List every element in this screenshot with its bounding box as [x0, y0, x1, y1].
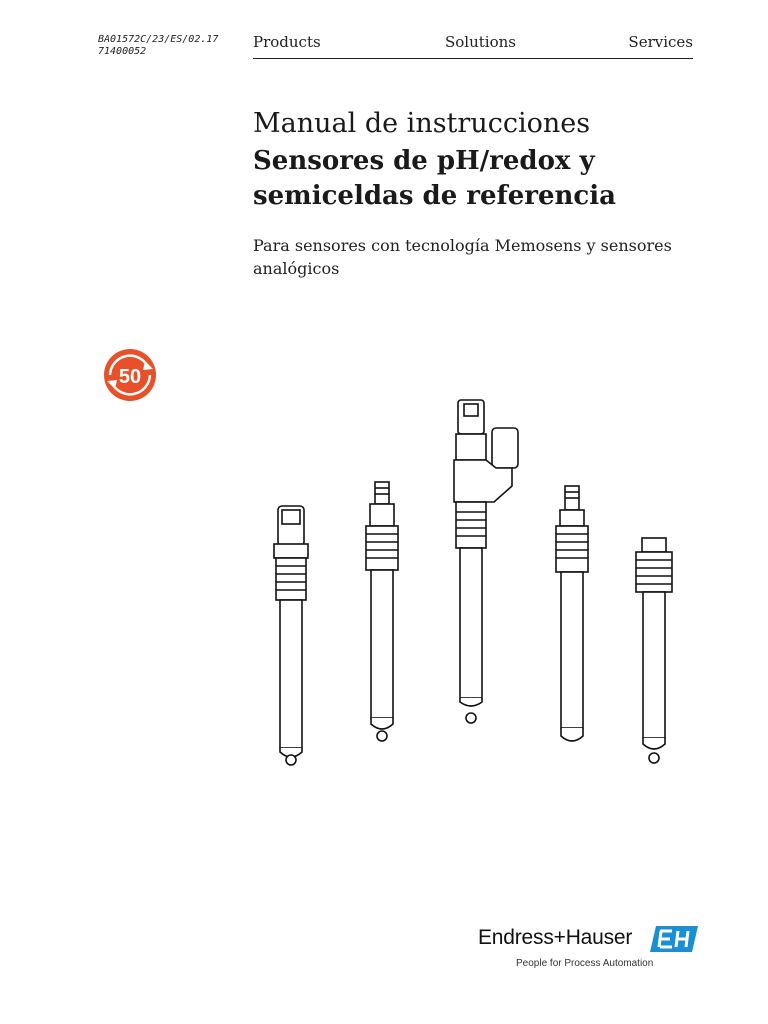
document-code-line2: 71400052 [98, 46, 147, 57]
endress-hauser-logo [478, 926, 703, 972]
manual-title: Manual de instrucciones [253, 108, 591, 139]
product-subtitle: Para sensores con tecnología Memosens y sensores analógicos [253, 236, 672, 278]
nav-services[interactable]: Services [628, 33, 693, 51]
nav-products[interactable]: Products [253, 33, 321, 51]
product-title: Sensores de pH/redox y semiceldas de referencia [253, 146, 616, 211]
badge-number: 50 [118, 366, 142, 388]
document-code [98, 34, 218, 58]
brand-tagline: People for Process Automation [516, 958, 654, 969]
ph-sensors-illustration [250, 390, 710, 780]
brand-name: Endress+Hauser [478, 926, 633, 949]
top-nav [253, 32, 693, 59]
sensor-4 [556, 486, 588, 741]
sensor-3 [454, 400, 518, 723]
china-rohs-50-icon [98, 347, 162, 403]
sensor-1 [274, 506, 308, 765]
eh-brand-mark-icon [650, 926, 698, 952]
sensor-2 [366, 482, 398, 741]
document-code-line1: BA01572C/23/ES/02.17 [98, 34, 219, 45]
nav-solutions[interactable]: Solutions [445, 33, 516, 51]
sensor-5 [636, 538, 672, 763]
